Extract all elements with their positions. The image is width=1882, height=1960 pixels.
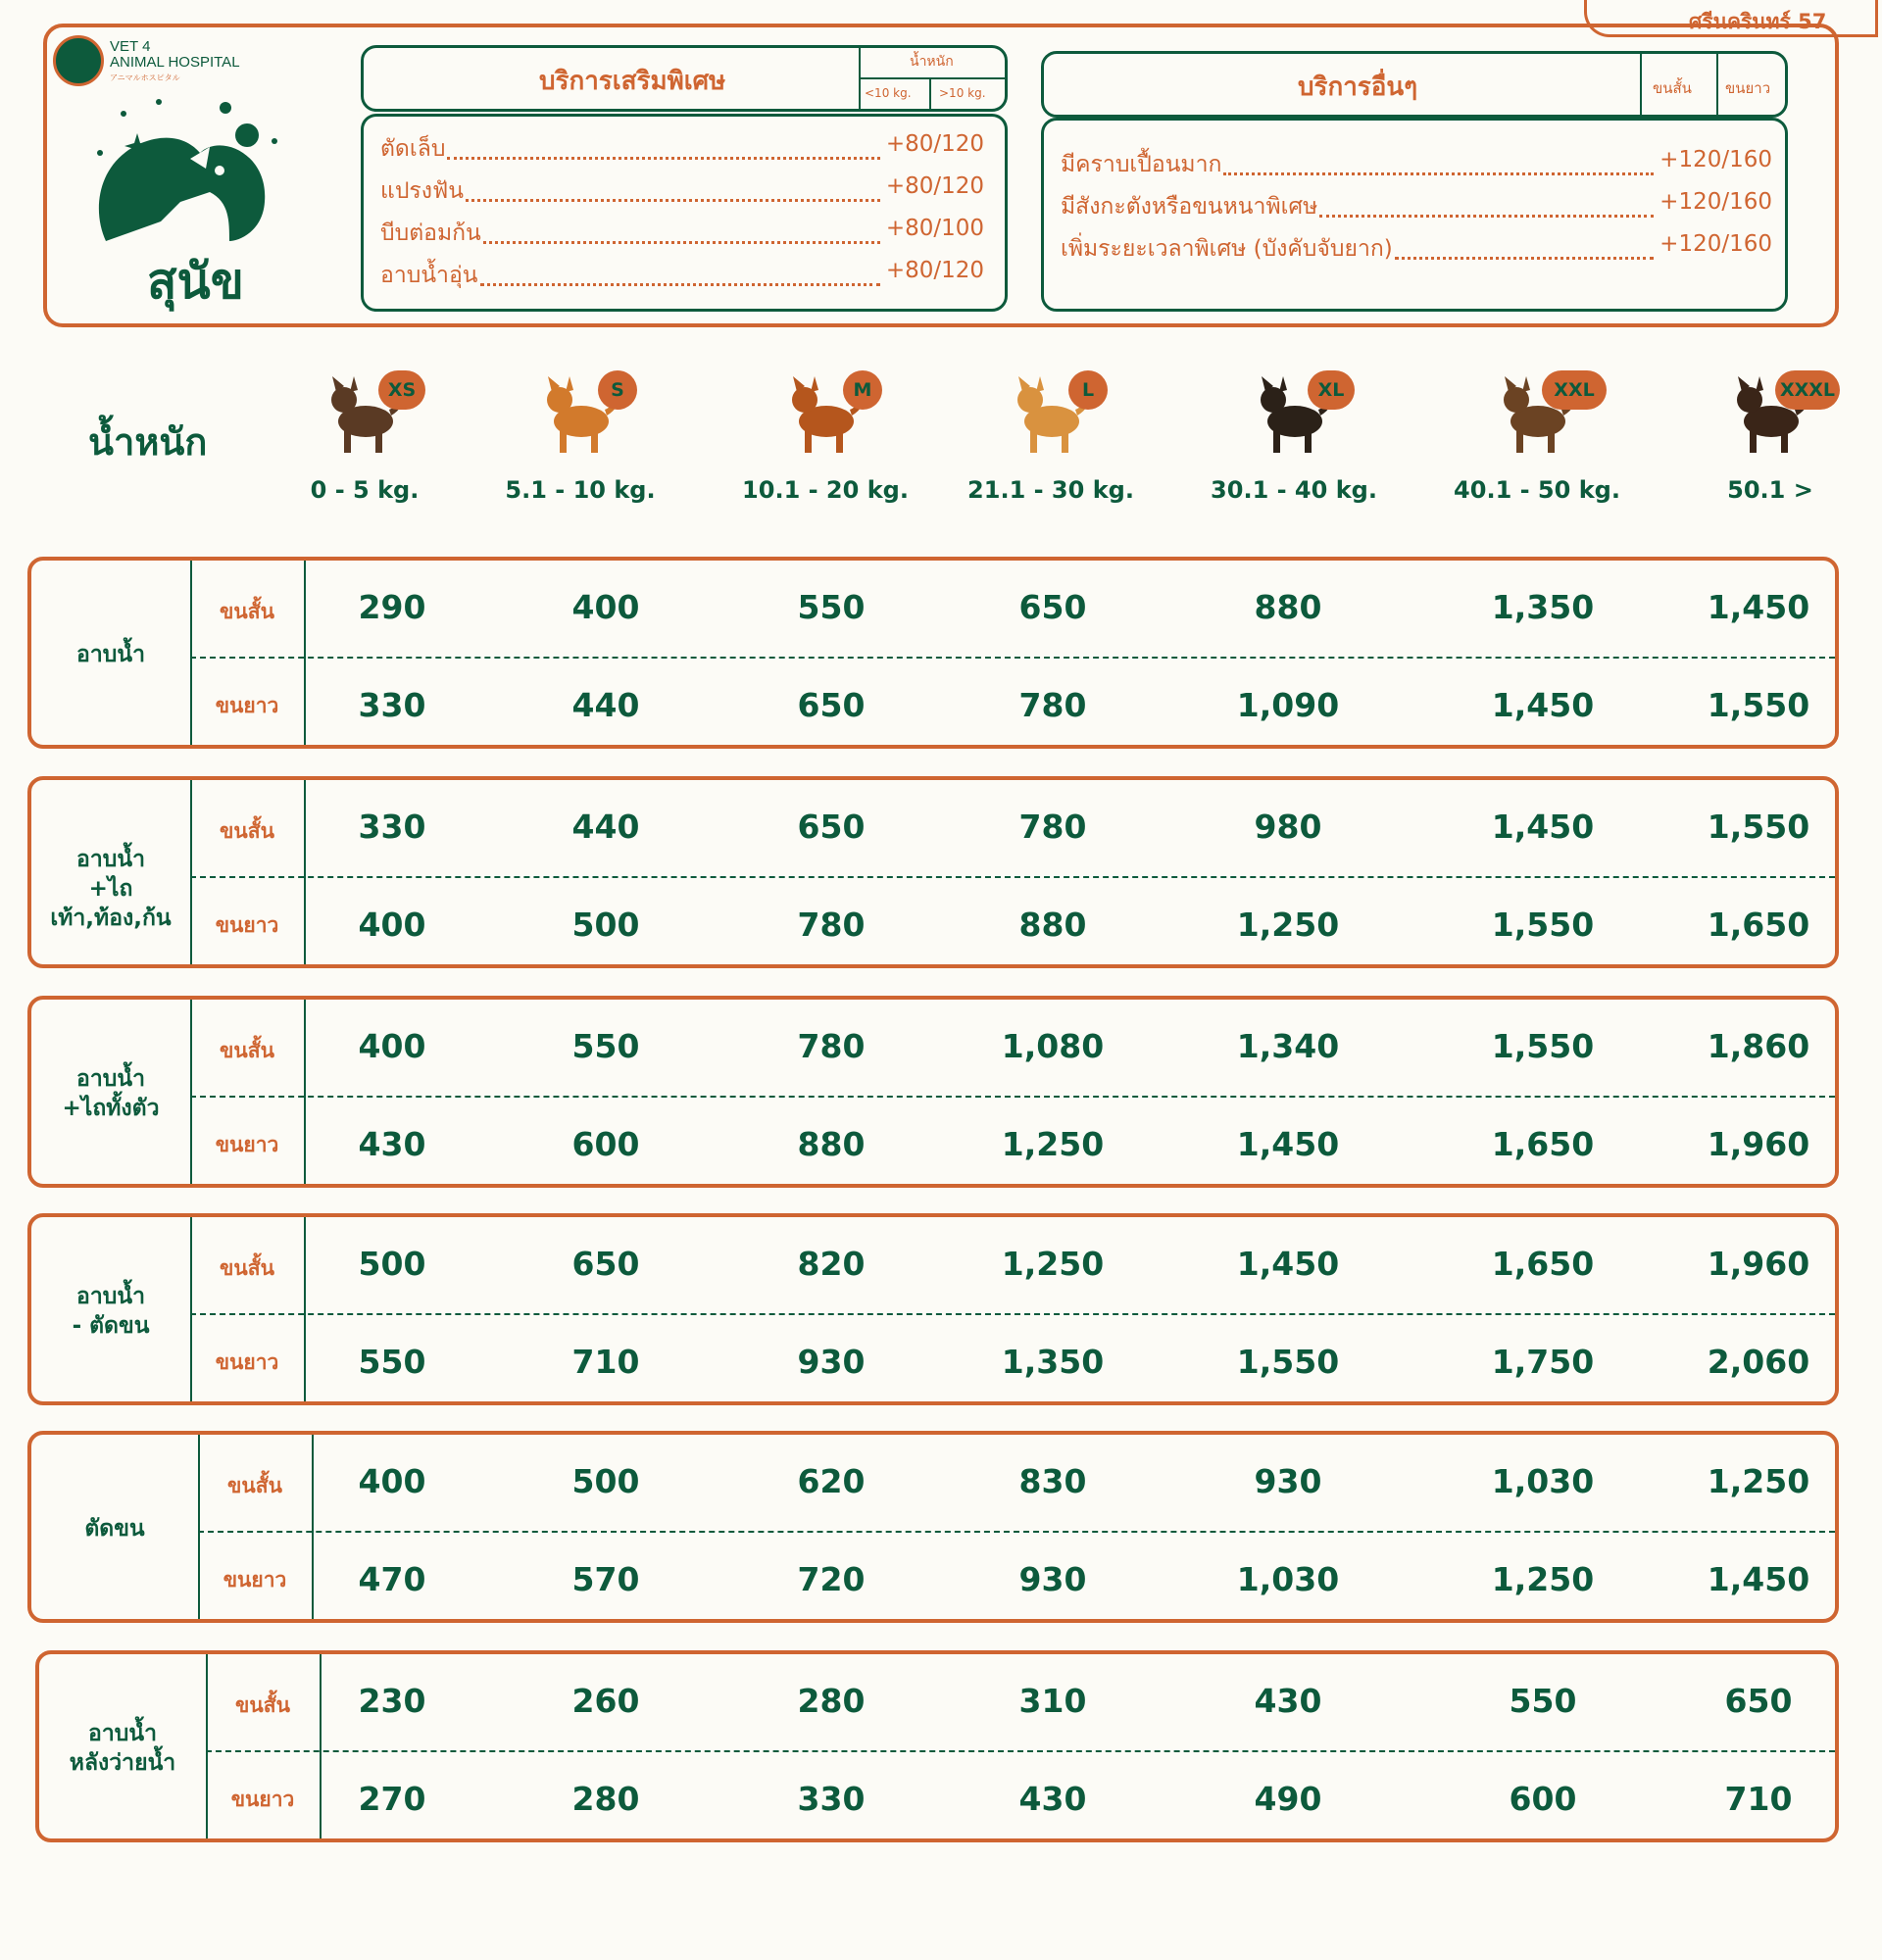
service-name-line: อาบน้ำ — [76, 1284, 145, 1309]
service-name-line: +ไถเท้า,ท้อง,ก้น — [50, 876, 172, 931]
service-name-line: อาบน้ำ — [76, 847, 145, 872]
other-col-short: ขนสั้น — [1653, 79, 1692, 97]
price-short-xs: 330 — [358, 808, 426, 846]
row-divider — [206, 1654, 208, 1838]
extra-service-item — [380, 216, 984, 251]
price-long-xs: 400 — [358, 906, 426, 944]
logo-line3: アニマルホスピタル — [110, 74, 180, 82]
price-short-l: 780 — [1018, 808, 1087, 846]
leader-dots — [480, 258, 880, 286]
size-badge: M — [843, 370, 882, 410]
price-long-xs: 270 — [358, 1780, 426, 1818]
coat-label-long: ขนยาว — [215, 1350, 279, 1374]
row-divider — [190, 1217, 192, 1401]
price-long-xxxl: 1,450 — [1707, 1560, 1810, 1598]
price-row-box — [27, 996, 1839, 1188]
price-long-xl: 1,250 — [1236, 906, 1340, 944]
coat-separator — [190, 657, 1835, 659]
page-title: สุนัข — [147, 253, 244, 310]
size-badge: XS — [378, 370, 425, 410]
coat-label-short: ขนสั้น — [220, 600, 274, 623]
price-long-xxl: 1,550 — [1491, 906, 1595, 944]
coat-label-long: ขนยาว — [223, 1568, 287, 1592]
other-service-price: +120/160 — [1659, 189, 1772, 215]
price-short-xxl: 1,550 — [1491, 1027, 1595, 1065]
price-short-s: 440 — [571, 808, 640, 846]
price-short-xs: 500 — [358, 1245, 426, 1283]
logo-line2: ANIMAL HOSPITAL — [110, 54, 240, 71]
price-long-m: 720 — [797, 1560, 866, 1598]
price-short-xxl: 1,030 — [1491, 1462, 1595, 1500]
price-long-xl: 490 — [1254, 1780, 1322, 1818]
price-long-l: 1,350 — [1001, 1343, 1105, 1381]
row-divider — [190, 561, 192, 745]
size-badge: XL — [1308, 370, 1355, 410]
price-short-m: 650 — [797, 808, 866, 846]
other-service-item — [1061, 189, 1772, 224]
price-short-m: 780 — [797, 1027, 866, 1065]
service-name — [39, 1719, 206, 1778]
price-short-xxxl: 1,250 — [1707, 1462, 1810, 1500]
extra-service-price: +80/100 — [885, 216, 984, 241]
price-short-s: 650 — [571, 1245, 640, 1283]
weight-range: 10.1 - 20 kg. — [742, 476, 909, 504]
coat-label-long: ขนยาว — [215, 694, 279, 717]
service-name-line: - ตัดขน — [72, 1313, 150, 1339]
price-long-l: 930 — [1018, 1560, 1087, 1598]
price-long-s: 500 — [571, 906, 640, 944]
service-name — [31, 1064, 190, 1123]
price-short-xxxl: 1,960 — [1707, 1245, 1810, 1283]
price-long-xs: 550 — [358, 1343, 426, 1381]
price-short-xxxl: 650 — [1724, 1682, 1793, 1720]
price-long-l: 1,250 — [1001, 1125, 1105, 1163]
size-badge: XXXL — [1775, 370, 1840, 410]
price-short-l: 1,080 — [1001, 1027, 1105, 1065]
other-service-item — [1061, 231, 1772, 267]
weight-range: 0 - 5 kg. — [310, 476, 420, 504]
price-short-xxl: 1,450 — [1491, 808, 1595, 846]
service-name — [31, 845, 190, 933]
price-short-xs: 230 — [358, 1682, 426, 1720]
price-long-m: 930 — [797, 1343, 866, 1381]
leader-dots — [1395, 231, 1654, 260]
price-short-xxxl: 1,550 — [1707, 808, 1810, 846]
extra-weight-header: น้ำหนัก — [910, 54, 954, 70]
price-row-box — [27, 1213, 1839, 1405]
row-divider — [190, 780, 192, 964]
price-short-m: 620 — [797, 1462, 866, 1500]
logo-icon — [53, 35, 104, 86]
coat-label-long: ขนยาว — [215, 913, 279, 937]
extra-services-heading: บริการเสริมพิเศษ — [539, 67, 726, 96]
coat-label-long: ขนยาว — [230, 1788, 295, 1811]
weight-range: 21.1 - 30 kg. — [967, 476, 1134, 504]
coat-separator — [190, 876, 1835, 878]
price-short-s: 550 — [571, 1027, 640, 1065]
price-short-xl: 430 — [1254, 1682, 1322, 1720]
weight-label: น้ำหนัก — [88, 420, 208, 464]
other-col-long: ขนยาว — [1725, 79, 1771, 97]
price-long-xs: 430 — [358, 1125, 426, 1163]
coat-label-short: ขนสั้น — [227, 1474, 282, 1497]
price-long-s: 280 — [571, 1780, 640, 1818]
extra-service-name: ตัดเล็บ — [380, 136, 446, 162]
price-long-l: 880 — [1018, 906, 1087, 944]
row-divider — [198, 1435, 200, 1619]
price-row-box — [27, 557, 1839, 749]
extra-service-price: +80/120 — [885, 258, 984, 283]
coat-divider — [304, 1217, 306, 1401]
price-short-xs: 290 — [358, 588, 426, 626]
weight-range: 5.1 - 10 kg. — [505, 476, 656, 504]
other-services-heading: บริการอื่นๆ — [1298, 73, 1418, 102]
weight-range: 40.1 - 50 kg. — [1454, 476, 1620, 504]
extra-service-item — [380, 131, 984, 167]
extra-service-name: อาบน้ำอุ่น — [380, 263, 478, 288]
coat-label-short: ขนสั้น — [220, 819, 274, 843]
logo-text — [110, 39, 240, 86]
size-badge: S — [598, 370, 637, 410]
other-service-name: เพิ่มระยะเวลาพิเศษ (บังคับจับยาก) — [1061, 236, 1393, 262]
price-short-xxl: 550 — [1509, 1682, 1577, 1720]
price-long-xl: 1,090 — [1236, 686, 1340, 724]
size-badge: L — [1068, 370, 1108, 410]
price-long-l: 780 — [1018, 686, 1087, 724]
price-short-l: 1,250 — [1001, 1245, 1105, 1283]
other-service-name: มีคราบเปื้อนมาก — [1061, 152, 1222, 177]
size-badge: XXL — [1542, 370, 1607, 410]
price-long-xxl: 1,250 — [1491, 1560, 1595, 1598]
price-long-xs: 330 — [358, 686, 426, 724]
extra-service-name: แปรงฟัน — [380, 178, 465, 204]
dog-head-icon — [82, 94, 288, 261]
price-long-m: 330 — [797, 1780, 866, 1818]
price-short-xl: 1,450 — [1236, 1245, 1340, 1283]
leader-dots — [483, 216, 880, 244]
service-name-line: อาบน้ำ — [88, 1721, 157, 1746]
price-short-l: 310 — [1018, 1682, 1087, 1720]
other-service-name: มีสังกะตังหรือขนหนาพิเศษ — [1061, 194, 1318, 220]
price-long-xxxl: 2,060 — [1707, 1343, 1810, 1381]
price-long-xxxl: 1,650 — [1707, 906, 1810, 944]
price-long-s: 440 — [571, 686, 640, 724]
service-name-line: อาบน้ำ — [76, 642, 145, 667]
coat-label-short: ขนสั้น — [220, 1039, 274, 1062]
service-name — [31, 1282, 190, 1341]
price-short-m: 550 — [797, 588, 866, 626]
price-long-xxl: 600 — [1509, 1780, 1577, 1818]
price-short-l: 830 — [1018, 1462, 1087, 1500]
branch-name: ศรีนครินทร์ 57 — [1689, 10, 1827, 33]
price-short-xxxl: 1,860 — [1707, 1027, 1810, 1065]
service-name — [31, 1514, 198, 1544]
coat-separator — [190, 1313, 1835, 1315]
price-long-s: 710 — [571, 1343, 640, 1381]
price-short-m: 820 — [797, 1245, 866, 1283]
other-service-price: +120/160 — [1659, 147, 1772, 172]
coat-divider — [304, 561, 306, 745]
coat-divider — [304, 1000, 306, 1184]
price-row-box — [35, 1650, 1839, 1842]
price-long-xxxl: 1,550 — [1707, 686, 1810, 724]
price-short-xl: 1,340 — [1236, 1027, 1340, 1065]
price-short-xs: 400 — [358, 1027, 426, 1065]
service-name-line: อาบน้ำ — [76, 1066, 145, 1092]
price-long-m: 780 — [797, 906, 866, 944]
price-long-xs: 470 — [358, 1560, 426, 1598]
price-long-s: 570 — [571, 1560, 640, 1598]
price-long-xxl: 1,750 — [1491, 1343, 1595, 1381]
leader-dots — [1223, 147, 1654, 175]
price-short-m: 280 — [797, 1682, 866, 1720]
price-long-m: 650 — [797, 686, 866, 724]
price-short-xxl: 1,350 — [1491, 588, 1595, 626]
price-short-xl: 880 — [1254, 588, 1322, 626]
service-name-line: หลังว่ายน้ำ — [69, 1750, 176, 1776]
price-short-l: 650 — [1018, 588, 1087, 626]
price-long-xxl: 1,450 — [1491, 686, 1595, 724]
price-short-xxxl: 1,450 — [1707, 588, 1810, 626]
extra-service-name: บีบต่อมก้น — [380, 220, 481, 246]
coat-label-long: ขนยาว — [215, 1133, 279, 1156]
row-divider — [190, 1000, 192, 1184]
weight-range: 50.1 > — [1727, 476, 1813, 504]
service-name — [31, 640, 190, 669]
extra-weight-col-1: <10 kg. — [865, 86, 912, 100]
price-long-xl: 1,550 — [1236, 1343, 1340, 1381]
price-short-xl: 930 — [1254, 1462, 1322, 1500]
coat-label-short: ขนสั้น — [220, 1256, 274, 1280]
leader-dots — [466, 173, 880, 202]
leader-dots — [1319, 189, 1654, 218]
price-long-xxxl: 710 — [1724, 1780, 1793, 1818]
logo-line1: VET 4 — [110, 38, 151, 55]
extra-service-item — [380, 258, 984, 293]
price-long-xl: 1,450 — [1236, 1125, 1340, 1163]
price-short-s: 500 — [571, 1462, 640, 1500]
service-name-line: ตัดขน — [84, 1516, 145, 1542]
price-short-xl: 980 — [1254, 808, 1322, 846]
coat-separator — [206, 1750, 1835, 1752]
service-name-line: +ไถทั้งตัว — [62, 1096, 160, 1121]
coat-separator — [198, 1531, 1835, 1533]
leader-dots — [447, 131, 879, 160]
price-short-s: 400 — [571, 588, 640, 626]
other-service-item — [1061, 147, 1772, 182]
price-long-xxl: 1,650 — [1491, 1125, 1595, 1163]
price-row-box — [27, 776, 1839, 968]
price-long-m: 880 — [797, 1125, 866, 1163]
coat-label-short: ขนสั้น — [235, 1693, 290, 1717]
other-service-price: +120/160 — [1659, 231, 1772, 257]
extra-service-price: +80/120 — [885, 173, 984, 199]
price-short-s: 260 — [571, 1682, 640, 1720]
price-short-xxl: 1,650 — [1491, 1245, 1595, 1283]
extra-service-item — [380, 173, 984, 209]
price-long-xxxl: 1,960 — [1707, 1125, 1810, 1163]
coat-separator — [190, 1096, 1835, 1098]
price-long-l: 430 — [1018, 1780, 1087, 1818]
price-long-s: 600 — [571, 1125, 640, 1163]
coat-divider — [304, 780, 306, 964]
weight-range: 30.1 - 40 kg. — [1211, 476, 1377, 504]
extra-service-price: +80/120 — [885, 131, 984, 157]
price-long-xl: 1,030 — [1236, 1560, 1340, 1598]
price-row-box — [27, 1431, 1839, 1623]
extra-weight-col-2: >10 kg. — [939, 86, 986, 100]
price-short-xs: 400 — [358, 1462, 426, 1500]
